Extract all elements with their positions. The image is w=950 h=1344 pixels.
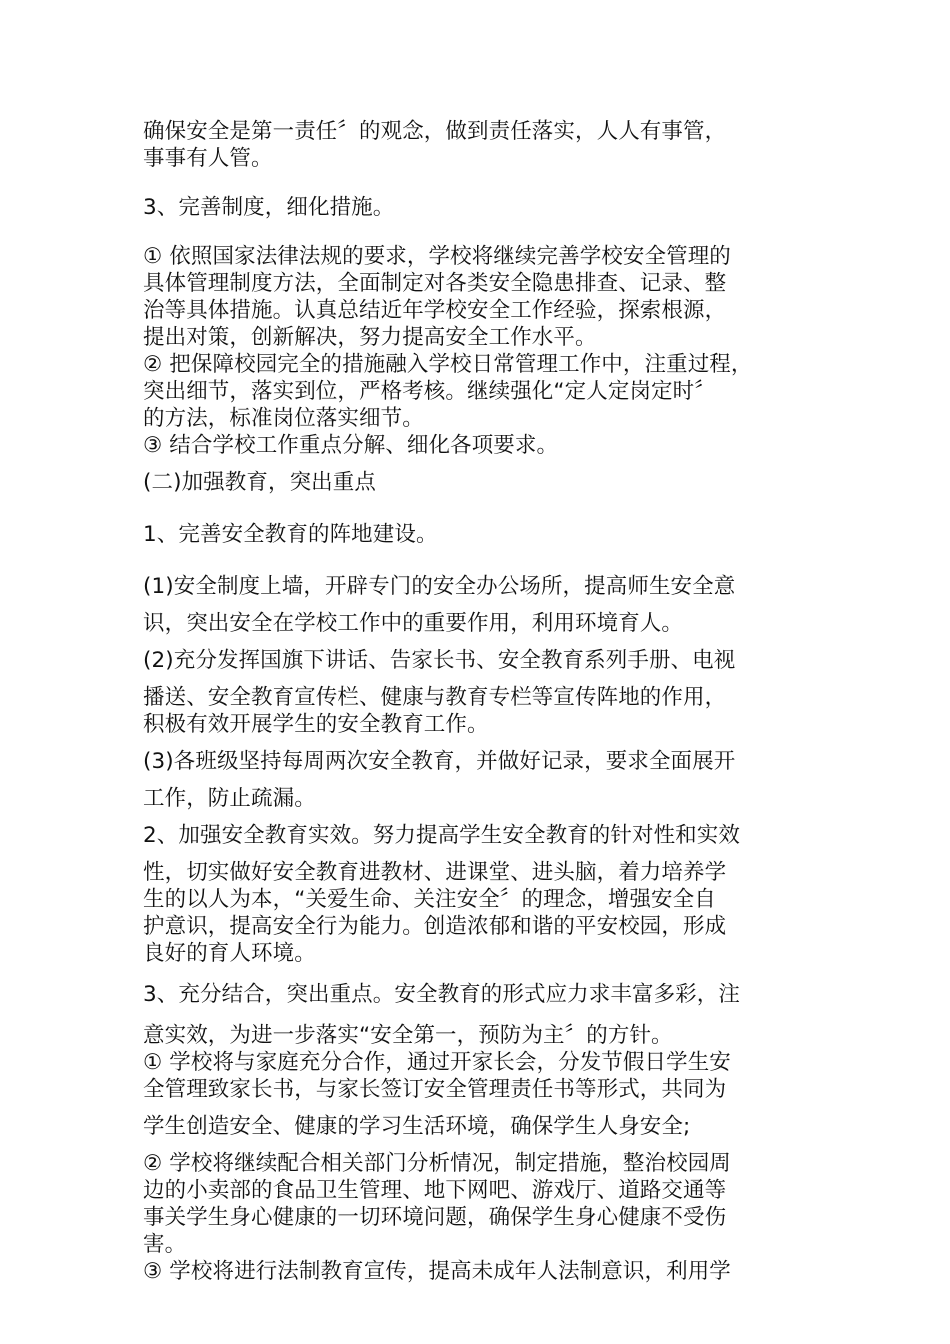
text-line: 生的以人为本，“关爱生命、关注安全〞的理念，增强安全自 <box>143 887 716 912</box>
text-line: 学生创造安全、健康的学习生活环境，确保学生人身安全; <box>143 1114 691 1139</box>
text-line: ② 学校将继续配合相关部门分析情况，制定措施，整治校园周 <box>143 1151 731 1176</box>
text-line: 1、完善安全教育的阵地建设。 <box>143 522 438 547</box>
text-line: 具体管理制度方法，全面制定对各类安全隐患排查、记录、整 <box>143 271 727 296</box>
text-line: 积极有效开展学生的安全教育工作。 <box>143 712 489 737</box>
text-line: 害。 <box>143 1232 187 1257</box>
section-heading: (二)加强教育，突出重点 <box>143 470 376 495</box>
text-line: ③ 学校将进行法制教育宣传，提高未成年人法制意识，利用学 <box>143 1259 731 1284</box>
text-line: (1)安全制度上墙，开辟专门的安全办公场所，提高师生安全意 <box>143 574 736 599</box>
text-line: 意实效，为进一步落实“安全第一，预防为主〞的方针。 <box>143 1023 673 1048</box>
text-line: 的方法，标准岗位落实细节。 <box>143 406 424 431</box>
text-line: (3)各班级坚持每周两次安全教育，并做好记录，要求全面展开 <box>143 749 736 774</box>
text-line: 3、充分结合，突出重点。安全教育的形式应力求丰富多彩，注 <box>143 982 740 1007</box>
text-line: 良好的育人环境。 <box>143 941 316 966</box>
text-line: ① 依照国家法律法规的要求，学校将继续完善学校安全管理的 <box>143 244 731 269</box>
text-line: 全管理致家长书，与家长签订安全管理责任书等形式，共同为 <box>143 1077 727 1102</box>
text-line: ② 把保障校园完全的措施融入学校日常管理工作中，注重过程， <box>143 352 753 377</box>
text-line: 工作，防止疏漏。 <box>143 786 316 811</box>
text-line: 2、加强安全教育实效。努力提高学生安全教育的针对性和实效 <box>143 823 740 848</box>
text-line: 性，切实做好安全教育进教材、进课堂、进头脑，着力培养学 <box>143 860 727 885</box>
text-line: 事事有人管。 <box>143 146 273 171</box>
text-line: 护意识，提高安全行为能力。创造浓郁和谐的平安校园，形成 <box>143 914 727 939</box>
document-body <box>143 118 825 1285</box>
text-line: 播送、安全教育宣传栏、健康与教育专栏等宣传阵地的作用， <box>143 685 727 710</box>
text-line: (2)充分发挥国旗下讲话、告家长书、安全教育系列手册、电视 <box>143 648 736 673</box>
text-line: 提出对策，创新解决，努力提高安全工作水平。 <box>143 325 597 350</box>
text-line: 事关学生身心健康的一切环境问题，确保学生身心健康不受伤 <box>143 1205 727 1230</box>
text-line: ① 学校将与家庭充分合作，通过开家长会，分发节假日学生安 <box>143 1050 731 1075</box>
text-line: 突出细节，落实到位，严格考核。继续强化“定人定岗定时〞 <box>143 379 716 404</box>
text-line: 3、完善制度，细化措施。 <box>143 195 395 220</box>
text-line: ③ 结合学校工作重点分解、细化各项要求。 <box>143 433 559 458</box>
text-line: 确保安全是第一责任〞的观念，做到责任落实，人人有事管， <box>143 119 727 144</box>
text-line: 边的小卖部的食品卫生管理、地下网吧、游戏厅、道路交通等 <box>143 1178 727 1203</box>
text-line: 治等具体措施。认真总结近年学校安全工作经验，探索根源， <box>143 298 727 323</box>
text-line: 识，突出安全在学校工作中的重要作用，利用环境育人。 <box>143 611 684 636</box>
